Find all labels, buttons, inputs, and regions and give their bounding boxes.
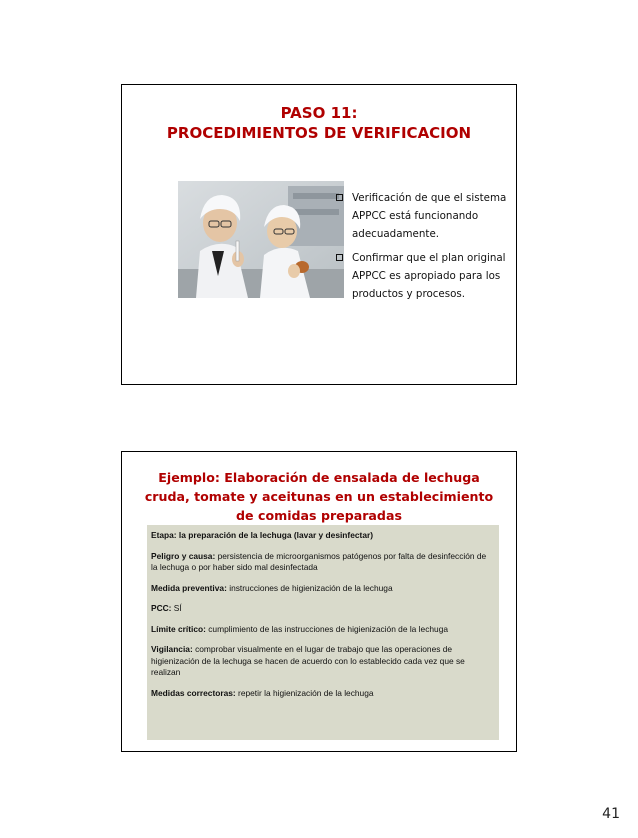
slide-2-title [122, 468, 516, 525]
slide-2 [121, 451, 517, 752]
page-number: 41 [602, 806, 620, 822]
slide-1 [121, 84, 517, 385]
bullet-item: Confirmar que el plan original APPCC es apropiado para los productos y procesos. [336, 249, 511, 303]
slide-1-bullet-list [336, 189, 511, 309]
haccp-example-panel [147, 525, 499, 740]
row-limite-critico: Límite crítico: cumplimiento de las instrucciones de higienización de la lechuga [151, 623, 449, 634]
row-etapa: Etapa: la preparación de la lechuga (lavar y desinfectar) [151, 530, 374, 540]
row-medida-preventiva: Medida preventiva: instrucciones de higienización de la lechuga [151, 582, 393, 593]
slide-2-title-line: Ejemplo: Elaboración de ensalada de lechuga [158, 470, 480, 485]
row-vigilancia: Vigilancia: comprobar visualmente en el lugar de trabajo que las operaciones de higienización de la lechuga se hacen de acuerdo con lo establecido cada vez que se realizan [151, 644, 465, 677]
slide-1-title-line-1: PASO 11: [280, 104, 358, 122]
slide-2-title-line: de comidas preparadas [236, 508, 402, 523]
checkbox-bullet-icon [336, 194, 343, 201]
row-peligro: Peligro y causa: persistencia de microorganismos patógenos por falta de desinfección de la lechuga o por haber sido mal desinfectada [151, 550, 487, 572]
checkbox-bullet-icon [336, 254, 343, 261]
lab-technicians-photo [178, 181, 344, 298]
slide-2-title-line: cruda, tomate y aceitunas en un establecimiento [144, 489, 494, 504]
bullet-item: Verificación de que el sistema APPCC está funcionando adecuadamente. [336, 189, 511, 243]
slide-1-title-line-2: PROCEDIMIENTOS DE VERIFICACION [166, 124, 472, 142]
row-pcc: PCC: SÍ [151, 603, 182, 613]
row-medidas-correctoras: Medidas correctoras: repetir la higienización de la lechuga [151, 687, 374, 698]
